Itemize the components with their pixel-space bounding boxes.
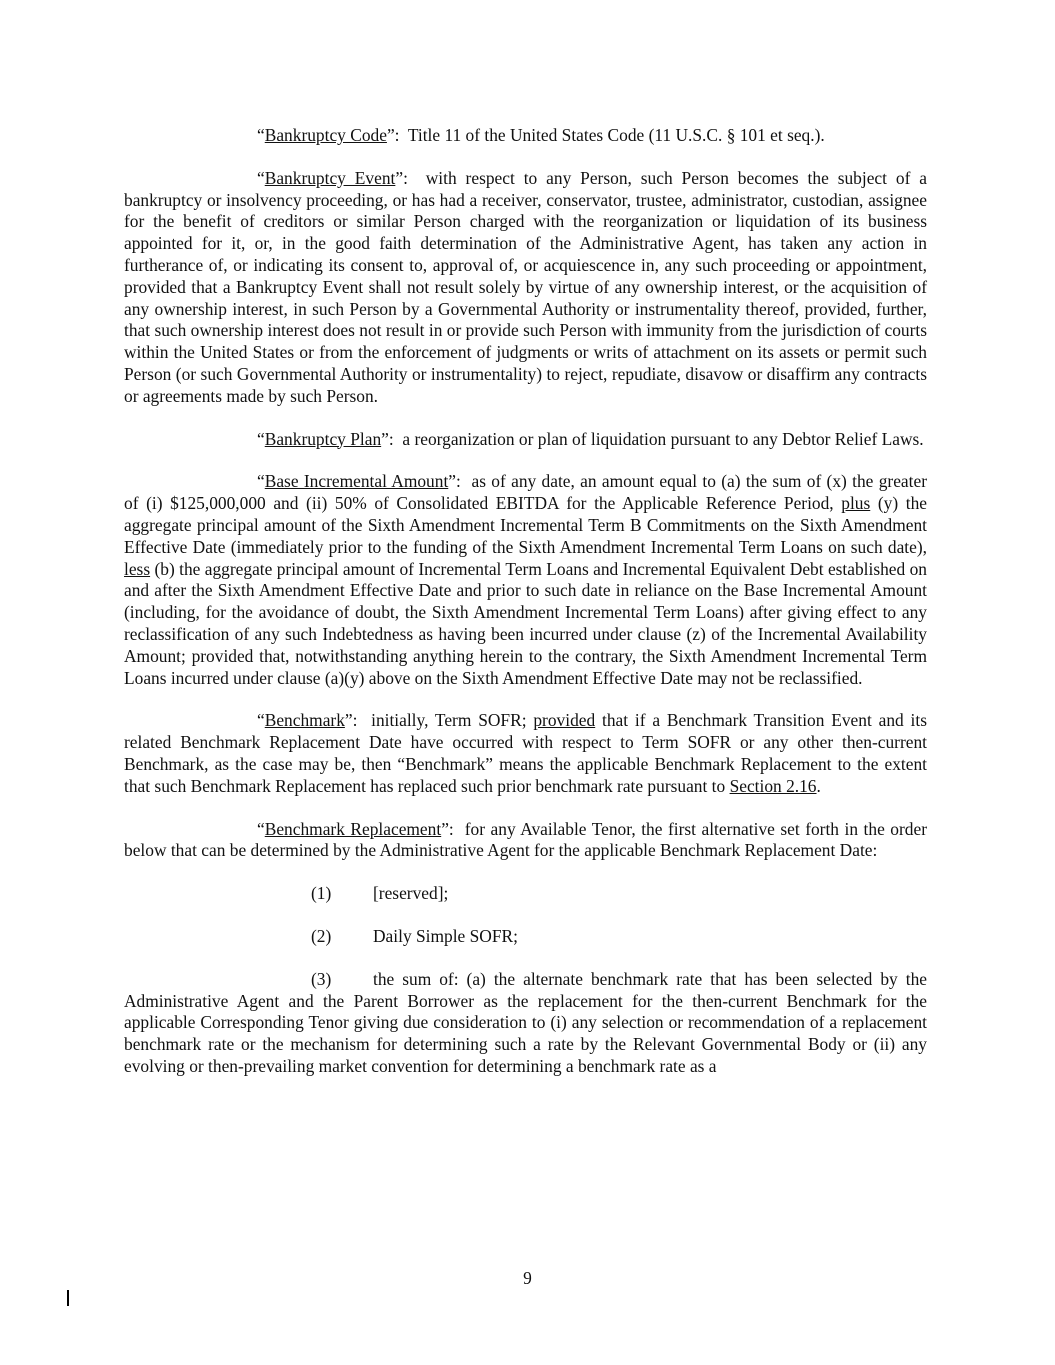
emphasis-plus: plus <box>841 493 871 514</box>
defined-term: Bankruptcy Plan <box>264 428 382 449</box>
list-item-text: Daily Simple SOFR; <box>373 925 518 946</box>
list-item-number: (1) <box>311 883 332 904</box>
defined-term: Base Incremental Amount <box>264 471 449 492</box>
definition-text: for any Available Tenor, the first alternative set forth in the order below that can be determined by the Administrative Agent for the applicable Benchmark Replacement Date: <box>124 818 927 861</box>
list-item-text: [reserved]; <box>373 883 449 904</box>
definition-text: Title 11 of the United States Code (11 U.S.C. § 101 et seq.). <box>407 125 825 145</box>
definition-bankruptcy-code: “Bankruptcy Code”: Title 11 of the United States Code (11 U.S.C. § 101 et seq.). <box>257 125 825 145</box>
definition-text: initially, Term SOFR; <box>371 710 527 731</box>
definition-bankruptcy-event: “Bankruptcy Event”: with respect to any Person, such Person becomes the subject of a bankruptcy or insolvency proceeding, or has had a receiver, conservator, trustee, administrator, custodian, assignee for the benefit of creditors or similar Person charged with the reorganization or liquidation of its business appointed for it, or, in the good faith determination of the Administrative Agent, has taken any action in furtherance of, or indicating its consent to, approval of, or acquiescence in, any such proceeding or appointment, provided that a Bankruptcy Event shall not result solely by virtue of any ownership interest, or the acquisition of any ownership interest, in such Person by a Governmental Authority or instrumentality thereof, provided, further, that such ownership interest does not result in or provide such Person with immunity from the jurisdiction of courts within the United States or from the enforcement of judgments or writs of attachment on its assets or permit such Person (or such Governmental Authority or instrumentality) to reject, repudiate, disavow or disaffirm any contracts or agreements made by such Person. <box>124 167 927 406</box>
defined-term: Benchmark Replacement <box>264 818 442 839</box>
definition-text: a reorganization or plan of liquidation pursuant to any Debtor Relief Laws. <box>402 428 924 449</box>
revision-change-bar <box>67 1290 69 1306</box>
list-item <box>124 926 927 948</box>
defined-term: Benchmark <box>264 710 345 731</box>
definition-text: as of any date, an amount equal to (a) the sum of (x) the greater of (i) $125,000,000 and (ii) 50% of Consolidated EBITDA for the Applicable Reference Period, <box>124 471 927 514</box>
definition-text: with respect to any Person, such Person becomes the subject of a bankruptcy or insolvency proceeding, or has had a receiver, conservator, trustee, administrator, custodian, assignee for the benefit of creditors or similar Person charged with the reorganization or liquidation of its business appointed for it, or, in the good faith determination of the Administrative Agent, has taken any action in furtherance of, or indicating its consent to, approval of, or acquiescence in, any such proceeding or appointment, provided that a Bankruptcy Event shall not result solely by virtue of any ownership interest, or the acquisition of any ownership interest, in such Person by a Governmental Authority or instrumentality thereof, provided, further, that such ownership interest does not result in or provide such Person with immunity from the jurisdiction of courts within the United States or from the enforcement of judgments or writs of attachment on its assets or permit such Person (or such Governmental Authority or instrumentality) to reject, repudiate, disavow or disaffirm any contracts or agreements made by such Person. <box>124 167 927 406</box>
definition-bankruptcy-plan: “Bankruptcy Plan”: a reorganization or plan of liquidation pursuant to any Debtor Relief Laws. <box>257 428 924 449</box>
definition-text: (b) the aggregate principal amount of Incremental Term Loans and Incremental Equivalent Debt established on and after the Sixth Amendment Effective Date and prior to such date in reliance on the Base Incremental Amount (including, for the avoidance of doubt, the Sixth Amendment Incremental Term Loans) after giving effect to any reclassification of any such Indebtedness as having been incurred under clause (z) of the Incremental Availability Amount; provided that, notwithstanding anything herein to the contrary, the Sixth Amendment Incremental Term Loans incurred under clause (a)(y) above on the Sixth Amendment Effective Date may not be reclassified. <box>124 558 927 688</box>
emphasis-provided: provided <box>533 710 596 731</box>
definition-benchmark-replacement: “Benchmark Replacement”: for any Available Tenor, the first alternative set forth in the order below that can be determined by the Administrative Agent for the applicable Benchmark Replacement Date: <box>124 818 927 861</box>
emphasis-less: less <box>124 558 151 579</box>
definition-text: . <box>816 775 821 796</box>
definition-base-incremental-amount: “Base Incremental Amount”: as of any date, an amount equal to (a) the sum of (x) the greater of (i) $125,000,000 and (ii) 50% of Consolidated EBITDA for the Applicable Reference Period, plus (y) the aggregate principal amount of the Sixth Amendment Incremental Term B Commitments on the Sixth Amendment Effective Date (immediately prior to the funding of the Sixth Amendment Incremental Term Loans on such date), less (b) the aggregate principal amount of Incremental Term Loans and Incremental Equivalent Debt established on and after the Sixth Amendment Effective Date and prior to such date in reliance on the Base Incremental Amount (including, for the avoidance of doubt, the Sixth Amendment Incremental Term Loans) after giving effect to any reclassification of any such Indebtedness as having been incurred under clause (z) of the Incremental Availability Amount; provided that, notwithstanding anything herein to the contrary, the Sixth Amendment Incremental Term Loans incurred under clause (a)(y) above on the Sixth Amendment Effective Date may not be reclassified. <box>124 471 927 688</box>
list-item-number: (3) <box>311 968 332 989</box>
definition-text: (y) the aggregate principal amount of the Sixth Amendment Incremental Term B Commitments on the Sixth Amendment Effective Date (immediately prior to the funding of the Sixth Amendment Incremental Term Loans on such date), <box>124 493 927 557</box>
list-item <box>124 969 927 1078</box>
list-item-text: the sum of: (a) the alternate benchmark rate that has been selected by the Administrative Agent and the Parent Borrower as the replacement for the then-current Benchmark for the applicable Corresponding Tenor giving due consideration to (i) any selection or recommendation of a replacement benchmark rate or the mechanism for determining such a rate by the Relevant Governmental Body or (ii) any evolving or then-prevailing market convention for determining a benchmark rate as a <box>124 968 927 1076</box>
defined-term: Bankruptcy Event <box>264 167 396 188</box>
list-item-number: (2) <box>311 925 332 946</box>
page-number: 9 <box>523 1268 532 1288</box>
definition-text: that if a Benchmark Transition Event and its related Benchmark Replacement Date have occurred with respect to Term SOFR or any other then-current Benchmark, as the case may be, then “Benchmark” means the applicable Benchmark Replacement to the extent that such Benchmark Replacement has replaced such prior benchmark rate pursuant to <box>124 710 927 796</box>
section-reference: Section 2.16 <box>729 775 817 796</box>
document-body <box>124 125 927 1099</box>
definition-benchmark: “Benchmark”: initially, Term SOFR; provided that if a Benchmark Transition Event and its related Benchmark Replacement Date have occurred with respect to Term SOFR or any other then-current Benchmark, as the case may be, then “Benchmark” means the applicable Benchmark Replacement to the extent that such Benchmark Replacement has replaced such prior benchmark rate pursuant to Section 2.16. <box>124 710 927 796</box>
list-item <box>124 883 927 905</box>
defined-term: Bankruptcy Code <box>264 125 387 145</box>
